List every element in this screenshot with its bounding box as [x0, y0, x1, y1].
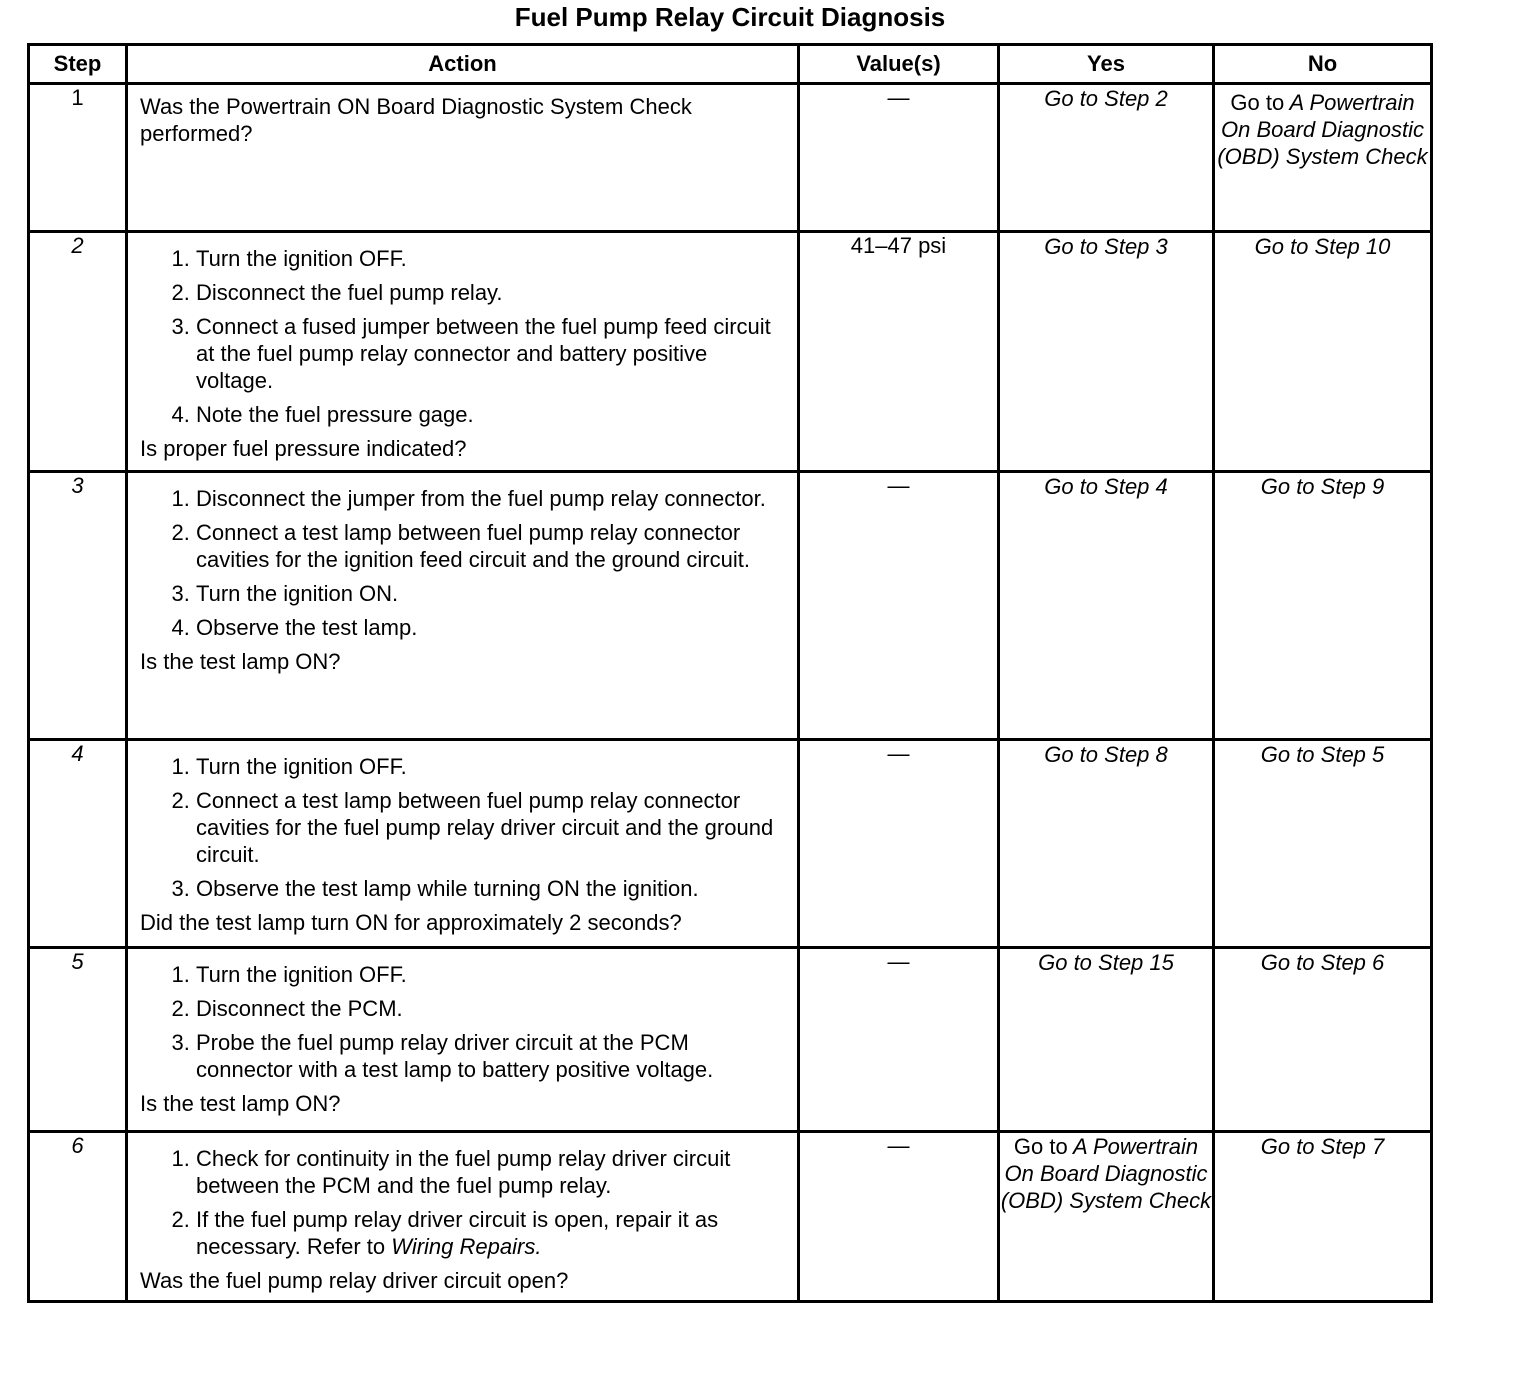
step-label: 6 — [71, 1133, 84, 1158]
action-item-text: If the fuel pump relay driver circuit is open, repair it as necessary. Refer to — [196, 1207, 719, 1259]
yes-cell: Go to Step 3 — [999, 232, 1214, 472]
step-label: 4 — [71, 741, 84, 766]
table-row — [29, 232, 1432, 472]
value-cell: — — [799, 740, 999, 948]
step-label: 2 — [71, 233, 84, 258]
step-number — [29, 472, 127, 740]
action-item: 3. Connect a fused jumper between the fuel pump feed circuit at the fuel pump relay connector and battery positive voltage. — [196, 313, 787, 394]
value-cell: — — [799, 84, 999, 232]
header-yes: Yes — [999, 45, 1214, 84]
diagnosis-table — [27, 43, 1433, 1303]
step-number — [29, 948, 127, 1132]
yes-cell: Go to Step 2 — [999, 84, 1214, 232]
action-item: 1. Disconnect the jumper from the fuel pump relay connector. — [196, 485, 787, 512]
action-item: 1. Check for continuity in the fuel pump relay driver circuit between the PCM and the fuel pump relay. — [196, 1145, 787, 1199]
action-item: 1. Turn the ignition OFF. — [196, 753, 787, 780]
value-cell: — — [799, 1132, 999, 1302]
action-item: 3. Turn the ignition ON. — [196, 580, 787, 607]
header-no: No — [1214, 45, 1432, 84]
step-label: 5 — [71, 949, 84, 974]
table-row — [29, 948, 1432, 1132]
yes-cell — [999, 1132, 1214, 1302]
value-cell: 41–47 psi — [799, 232, 999, 472]
header-step: Step — [29, 45, 127, 84]
no-cell: Go to Step 10 — [1214, 232, 1432, 472]
header-row — [29, 45, 1432, 84]
action-cell — [127, 948, 799, 1132]
action-item: 1. Turn the ignition OFF. — [196, 245, 787, 272]
step-number — [29, 232, 127, 472]
step-number — [29, 1132, 127, 1302]
action-question: Is the test lamp ON? — [140, 649, 341, 674]
action-item: 2. Disconnect the PCM. — [196, 995, 787, 1022]
header-values: Value(s) — [799, 45, 999, 84]
yes-prefix: Go to — [1013, 1134, 1068, 1159]
action-question: Is the test lamp ON? — [140, 1091, 341, 1116]
action-item: 4. Observe the test lamp. — [196, 614, 787, 641]
action-item: 4. Note the fuel pressure gage. — [196, 401, 787, 428]
step-label: 3 — [71, 473, 84, 498]
action-cell — [127, 472, 799, 740]
value-cell: — — [799, 472, 999, 740]
table-row — [29, 740, 1432, 948]
yes-cell: Go to Step 15 — [999, 948, 1214, 1132]
table-row — [29, 1132, 1432, 1302]
action-cell — [127, 740, 799, 948]
wiring-repairs-reference: Wiring Repairs. — [391, 1234, 542, 1259]
header-action: Action — [127, 45, 799, 84]
no-cell: Go to Step 6 — [1214, 948, 1432, 1132]
no-cell — [1214, 84, 1432, 232]
no-cell: Go to Step 9 — [1214, 472, 1432, 740]
action-item: 2. Connect a test lamp between fuel pump relay connector cavities for the ignition feed circuit and the ground circuit. — [196, 519, 787, 573]
action-item: 2. Disconnect the fuel pump relay. — [196, 279, 787, 306]
yes-cell: Go to Step 8 — [999, 740, 1214, 948]
page-title: Fuel Pump Relay Circuit Diagnosis — [514, 2, 946, 32]
no-reference: A Powertrain On Board Diagnostic (OBD) System Check — [1217, 90, 1428, 169]
action-item: 1. Turn the ignition OFF. — [196, 961, 787, 988]
action-item: 3. Probe the fuel pump relay driver circuit at the PCM connector with a test lamp to battery positive voltage. — [196, 1029, 787, 1083]
action-item — [196, 1206, 787, 1260]
step-number: 1 — [29, 84, 127, 232]
action-question: Was the fuel pump relay driver circuit open? — [140, 1268, 569, 1293]
step-number — [29, 740, 127, 948]
table-row — [29, 472, 1432, 740]
action-cell — [127, 1132, 799, 1302]
action-item: 3. Observe the test lamp while turning ON the ignition. — [196, 875, 787, 902]
no-cell: Go to Step 7 — [1214, 1132, 1432, 1302]
action-cell — [127, 232, 799, 472]
value-cell: — — [799, 948, 999, 1132]
yes-cell: Go to Step 4 — [999, 472, 1214, 740]
action-item: 2. Connect a test lamp between fuel pump relay connector cavities for the fuel pump relay driver circuit and the ground circuit. — [196, 787, 787, 868]
table-row — [29, 84, 1432, 232]
action-question: Did the test lamp turn ON for approximately 2 seconds? — [140, 910, 682, 935]
no-cell: Go to Step 5 — [1214, 740, 1432, 948]
action-cell — [127, 84, 799, 232]
no-prefix: Go to — [1230, 90, 1285, 115]
action-question: Is proper fuel pressure indicated? — [140, 436, 467, 461]
yes-reference: A Powertrain On Board Diagnostic (OBD) System Check — [1000, 1134, 1212, 1213]
action-text: Was the Powertrain ON Board Diagnostic System Check performed? — [140, 94, 692, 146]
